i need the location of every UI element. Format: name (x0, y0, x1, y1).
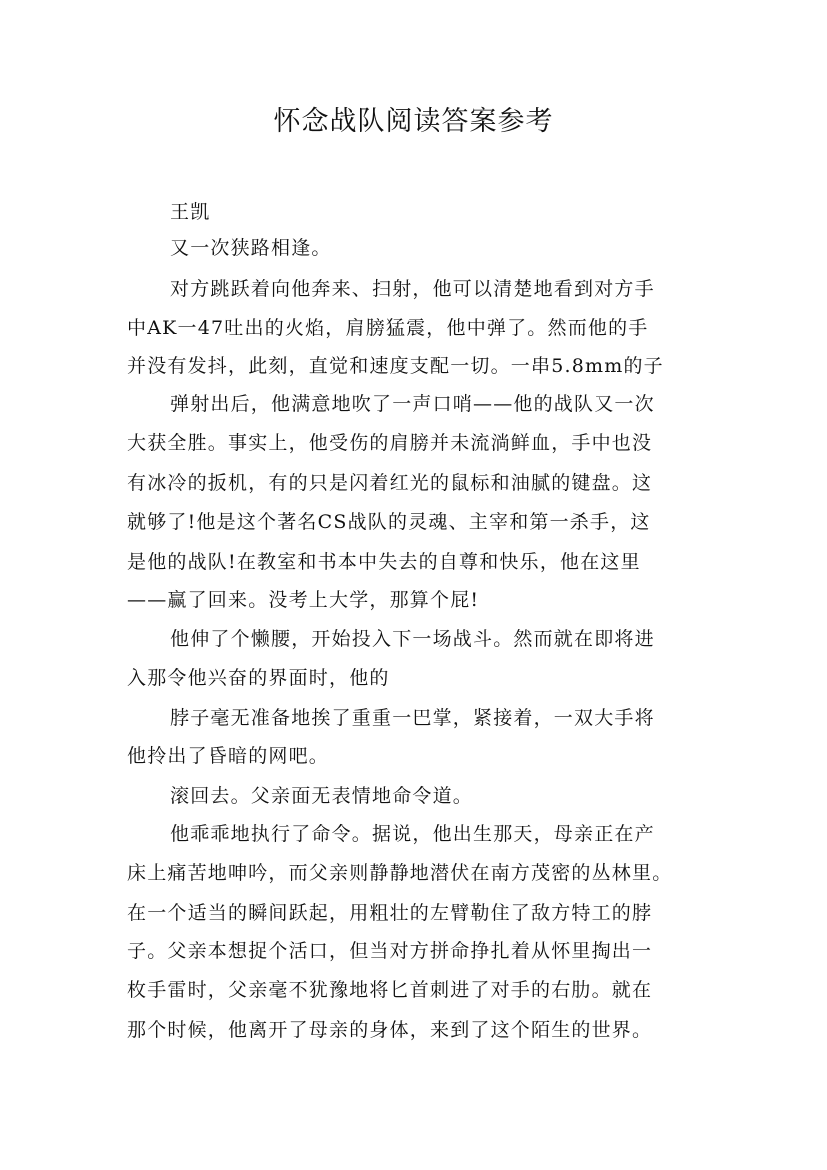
paragraph-line: 弹射出后，他满意地吹了一声口哨——他的战队又一次 (170, 393, 655, 415)
paragraph-line: 脖子毫无准备地挨了重重一巴掌，紧接着，一双大手将 (170, 707, 655, 729)
paragraph-line: 那个时候，他离开了母亲的身体，来到了这个陌生的世界。 (127, 1019, 653, 1041)
paragraph-line: 入那令他兴奋的界面时，他的 (127, 667, 390, 689)
paragraph-line: 有冰冷的扳机，有的只是闪着红光的鼠标和油腻的键盘。这 (127, 472, 653, 494)
paragraph-line: 又一次狭路相逢。 (170, 237, 332, 259)
paragraph-line: 大获全胜。事实上，他受伤的肩膀并未流淌鲜血，手中也没 (127, 432, 653, 454)
paragraph-line: 枚手雷时，父亲毫不犹豫地将匕首刺进了对手的右肋。就在 (127, 979, 653, 1001)
paragraph-line: 床上痛苦地呻吟，而父亲则静静地潜伏在南方茂密的丛林里。 (127, 862, 673, 884)
paragraph-line: 他乖乖地执行了命令。据说，他出生那天，母亲正在产 (170, 823, 655, 845)
paragraph-line: 就够了!他是这个著名CS战队的灵魂、主宰和第一杀手，这 (127, 511, 651, 533)
paragraph-line: ——赢了回来。没考上大学，那算个屁! (127, 589, 480, 611)
paragraph-line: 他伸了个懒腰，开始投入下一场战斗。然而就在即将进 (170, 628, 655, 650)
paragraph-line: 是他的战队!在教室和书本中失去的自尊和快乐，他在这里 (127, 551, 641, 573)
paragraph-line: 他拎出了昏暗的网吧。 (127, 745, 330, 767)
paragraph-line: 对方跳跃着向他奔来、扫射，他可以清楚地看到对方手 (170, 278, 655, 300)
paragraph-line: 子。父亲本想捉个活口，但当对方拼命挣扎着从怀里掏出一 (127, 940, 653, 962)
paragraph-line: 中AK一47吐出的火焰，肩膀猛震，他中弹了。然而他的手 (127, 317, 649, 339)
paragraph-line: 在一个适当的瞬间跃起，用粗壮的左臂勒住了敌方特工的脖 (127, 902, 653, 924)
paragraph-line: 滚回去。父亲面无表情地命令道。 (170, 785, 474, 807)
author-line: 王凯 (170, 201, 211, 223)
document-title: 怀念战队阅读答案参考 (273, 106, 554, 137)
paragraph-line: 并没有发抖，此刻，直觉和速度支配一切。一串5.8mm的子 (127, 355, 664, 377)
